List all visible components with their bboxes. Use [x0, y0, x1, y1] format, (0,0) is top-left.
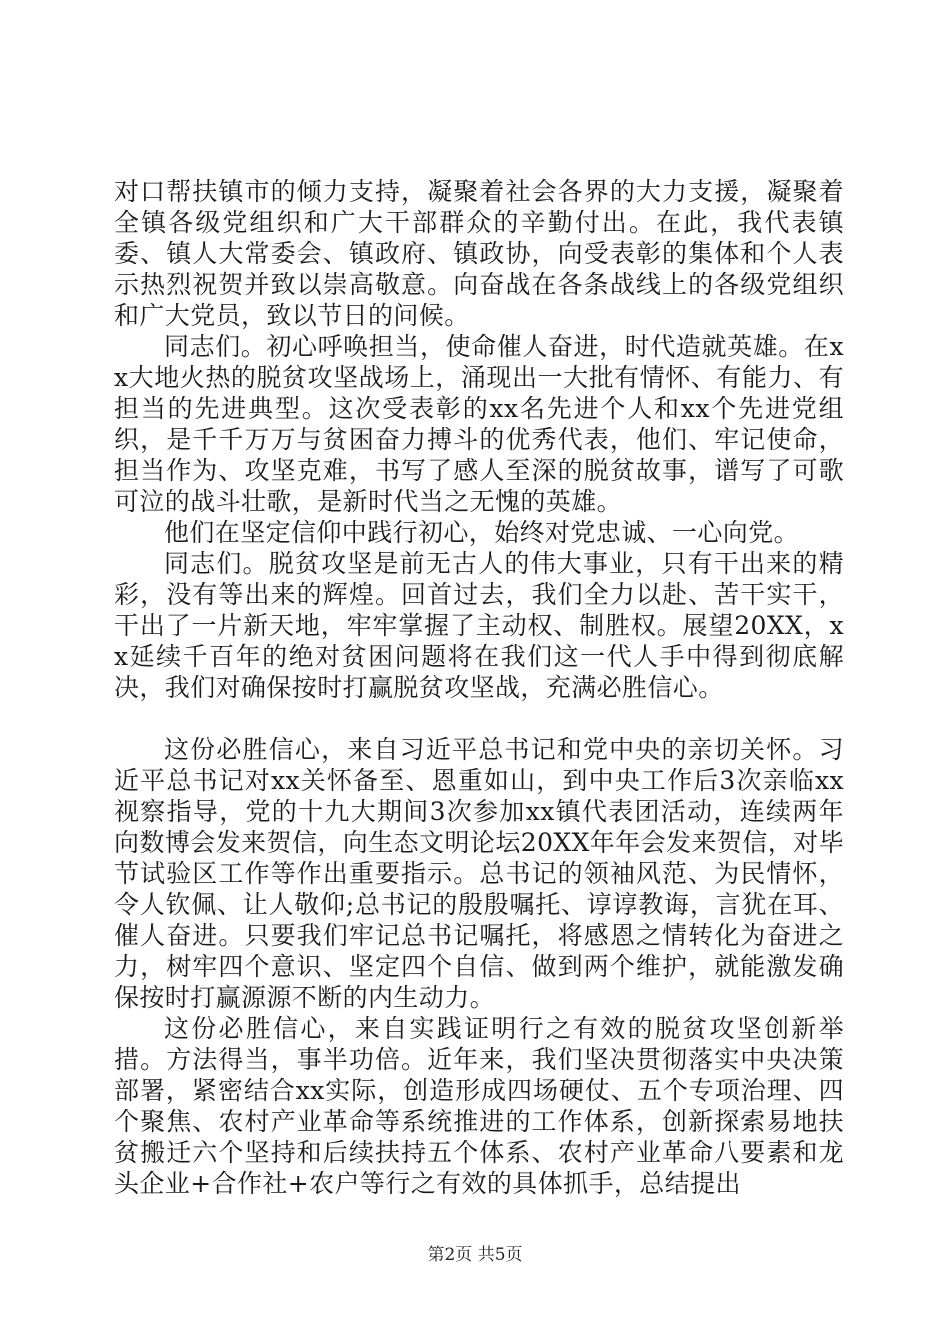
paragraph-continuation: 对口帮扶镇市的倾力支持，凝聚着社会各界的大力支援，凝聚着全镇各级党组织和广大干部群众的辛勤付出。在此，我代表镇委、镇人大常委会、镇政府、镇政协，向受表彰的集体和个人表示热烈祝贺并致以崇高敬意。向奋战在各条战线上的各级党组织和广大党员，致以节日的问候。: [114, 177, 844, 330]
paragraph-confidence-care: 这份必胜信心，来自习近平总书记和党中央的亲切关怀。习近平总书记对xx关怀备至、恩重如山，到中央工作后3次亲临xx视察指导，党的十九大期间3次参加xx镇代表团活动，连续两年向数博会发来贺信，向生态文明论坛20XX年年会发来贺信，对毕节试验区工作等作出重要指示。总书记的领袖风范、为民情怀，令人钦佩、让人敬仰;总书记的殷殷嘱托、谆谆教诲，言犹在耳、催人奋进。只要我们牢记总书记嘱托，将感恩之情转化为奋进之力，树牢四个意识、坚定四个自信、做到两个维护，就能激发确保按时打赢源源不断的内生动力。: [114, 735, 844, 1012]
paragraph-loyalty: 他们在坚定信仰中践行初心，始终对党忠诚、一心向党。: [164, 518, 800, 547]
paragraph-comrades-confidence: 同志们。脱贫攻坚是前无古人的伟大事业，只有干出来的精彩，没有等出来的辉煌。回首过去，我们全力以赴、苦干实干，干出了一片新天地，牢牢掌握了主动权、制胜权。展望20XX，xx延续千百年的绝对贫困问题将在我们这一代人手中得到彻底解决，我们对确保按时打赢脱贫攻坚战，充满必胜信心。: [114, 549, 844, 702]
document-body: [114, 176, 844, 1199]
paragraph-gap: [114, 703, 844, 734]
paragraph-confidence-measures: 这份必胜信心，来自实践证明行之有效的脱贫攻坚创新举措。方法得当，事半功倍。近年来，我们坚决贯彻落实中央决策部署，紧密结合xx实际，创造形成四场硬仗、五个专项治理、四个聚焦、农村产业革命等系统推进的工作体系，创新探索易地扶贫搬迁六个坚持和后续扶持五个体系、农村产业革命八要素和龙头企业+合作社+农户等行之有效的具体抓手，总结提出: [114, 1014, 844, 1198]
page-number-footer: 第2页 共5页: [427, 1245, 523, 1265]
paragraph-comrades-heroes: 同志们。初心呼唤担当，使命催人奋进，时代造就英雄。在xx大地火热的脱贫攻坚战场上，涌现出一大批有情怀、有能力、有担当的先进典型。这次受表彰的xx名先进个人和xx个先进党组织，是千千万万与贫困奋力搏斗的优秀代表，他们、牢记使命，担当作为、攻坚克难，书写了感人至深的脱贫故事，谱写了可歌可泣的战斗壮歌，是新时代当之无愧的英雄。: [114, 332, 844, 516]
